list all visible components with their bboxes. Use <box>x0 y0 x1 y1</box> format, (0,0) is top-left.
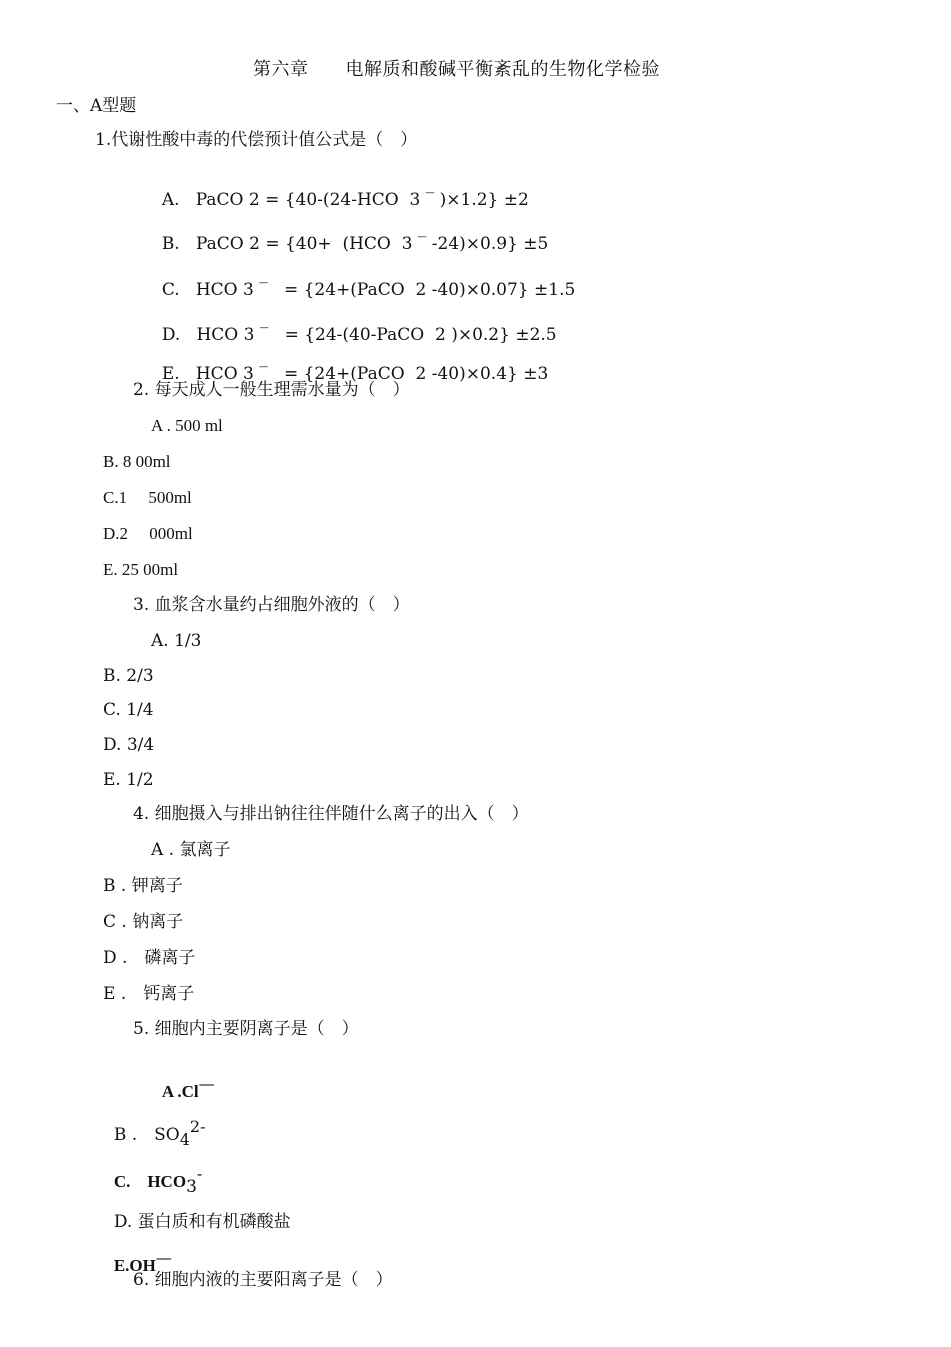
q1-option-a: A. PaCO 2 = {40-(24-HCO 3 ‾ )×1.2} ±2 <box>161 190 529 210</box>
q3-option-d: D. 3/4 <box>103 735 155 755</box>
q5-option-e: E.OH— <box>113 1248 172 1275</box>
q5-option-a: A .Cl— <box>161 1074 215 1101</box>
q4-option-a: A . 氯离子 <box>151 840 231 860</box>
question-3-stem: 3. 血浆含水量约占细胞外液的（ ） <box>133 595 410 615</box>
q4-option-d: D . 磷离子 <box>103 948 196 968</box>
q1-option-b: B. PaCO 2 = {40+ (HCO 3 ‾ -24)×0.9} ±5 <box>161 234 549 254</box>
q3-option-a: A. 1/3 <box>151 631 202 651</box>
question-4-stem: 4. 细胞摄入与排出钠往往伴随什么离子的出入（ ） <box>133 804 529 824</box>
q5-option-c: C. HCO3- <box>113 1164 203 1197</box>
q1-option-c: C. HCO 3 ‾ = {24+(PaCO 2 -40)×0.07} ±1.5 <box>161 280 576 300</box>
section-heading: 一、A型题 <box>56 96 137 116</box>
q2-option-d: D.2 000ml <box>103 524 193 543</box>
q1-option-e: E. HCO 3 ‾ = {24+(PaCO 2 -40)×0.4} ±3 <box>161 364 549 384</box>
q2-option-c: C.1 500ml <box>103 488 192 507</box>
question-5-stem: 5. 细胞内主要阴离子是（ ） <box>133 1019 359 1039</box>
q3-option-b: B. 2/3 <box>103 666 154 686</box>
q5-option-d: D. 蛋白质和有机磷酸盐 <box>113 1212 291 1232</box>
q4-option-c: C . 钠离子 <box>103 912 184 932</box>
question-2-stem: 2. 每天成人一般生理需水量为（ ） <box>133 380 410 400</box>
question-1-stem: 1.代谢性酸中毒的代偿预计值公式是（ ） <box>95 130 418 150</box>
q3-option-e: E. 1/2 <box>103 770 154 790</box>
q5-option-b: B . SO42- <box>113 1117 206 1149</box>
q1-option-d: D. HCO 3 ‾ = {24-(40-PaCO 2 )×0.2} ±2.5 <box>161 325 557 345</box>
q2-option-a: A . 500 ml <box>151 416 223 435</box>
q4-option-b: B . 钾离子 <box>103 876 183 896</box>
q2-option-b: B. 8 00ml <box>103 452 171 471</box>
q4-option-e: E . 钙离子 <box>103 984 195 1004</box>
chapter-title: 第六章 电解质和酸碱平衡紊乱的生物化学检验 <box>253 59 660 80</box>
q2-option-e: E. 25 00ml <box>103 560 179 579</box>
q3-option-c: C. 1/4 <box>103 700 154 720</box>
question-6-stem: 6. 细胞内液的主要阳离子是（ ） <box>133 1270 393 1290</box>
